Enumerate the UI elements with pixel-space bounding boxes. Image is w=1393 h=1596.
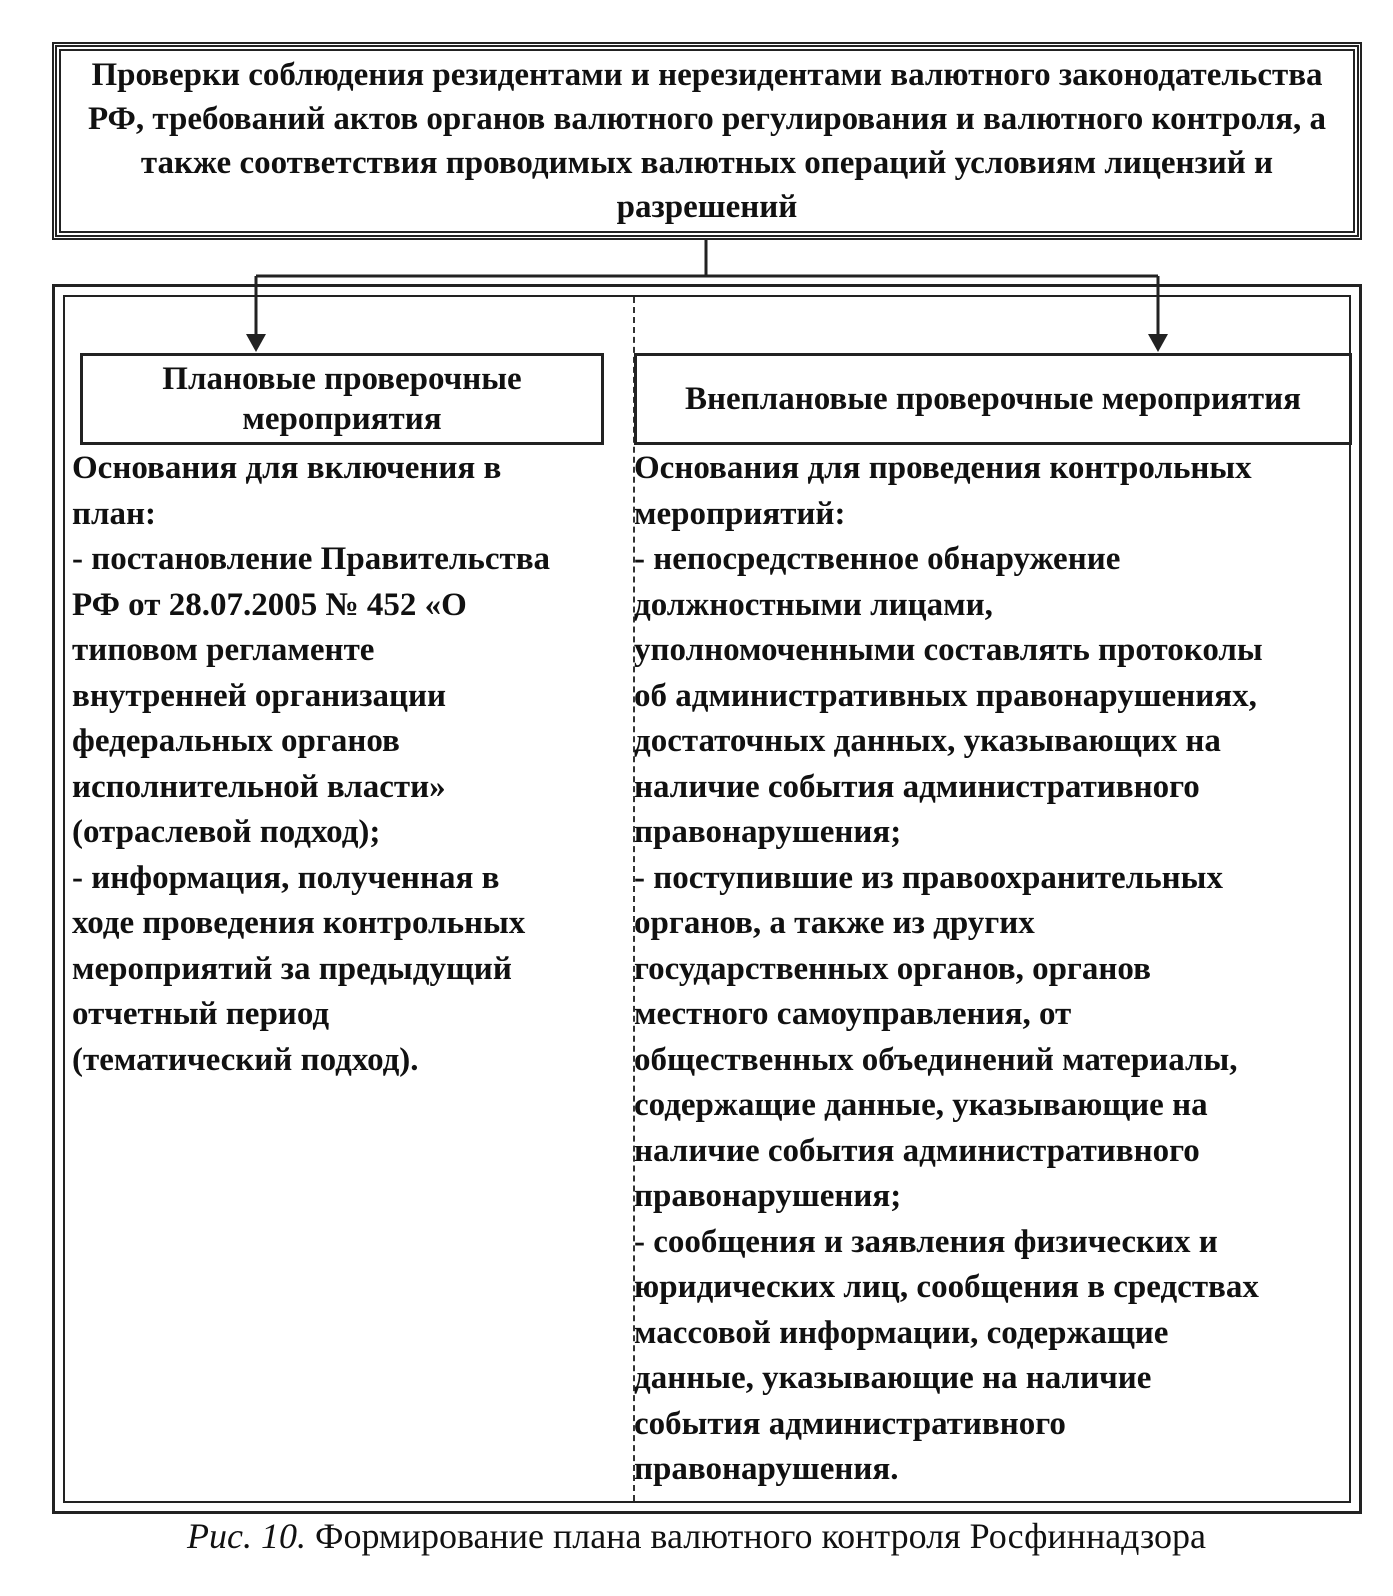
planned-grounds-text: Основания для включения в план: - постановление Правительства РФ от 28.07.2005 № 452 «О типовом регламенте внутренней организации федеральных органов исполнительной власти» (отраслевой подход); - информация, полученная в ходе проведения контрольных мероприятий за предыдущий отчетный период (тематический подход). xyxy=(72,450,551,1078)
figure-title: Формирование плана валютного контроля Росфиннадзора xyxy=(315,1516,1206,1556)
top-box-text: Проверки соблюдения резидентами и нерезидентами валютного законодательства РФ, требований актов органов валютного регулирования и валютного контроля, а также соответствия проводимых валютных операций условиям лицензий и разрешений xyxy=(87,57,1327,225)
figure-caption xyxy=(0,1513,1393,1559)
unplanned-heading-text: Внеплановые проверочные мероприятия xyxy=(685,381,1301,417)
planned-heading xyxy=(80,353,604,445)
unplanned-grounds-text: Основания для проведения контрольных мероприятий: - непосредственное обнаружение должностными лицами, уполномоченными составлять протоколы об административных правонарушениях, достаточных данных, указывающих на наличие события административного правонарушения; - поступившие из правоохранительных органов, а также из других государственных органов, органов местного самоуправления, от общественных объединений материалы, содержащие данные, указывающие на наличие события административного правонарушения; - сообщения и заявления физических и юридических лиц, сообщения в средствах массовой информации, содержащие данные, указывающие на наличие события административного правонарушения. xyxy=(634,450,1263,1487)
planned-heading-text: Плановые проверочные мероприятия xyxy=(162,361,522,437)
figure-label: Рис. 10. xyxy=(187,1516,307,1556)
unplanned-heading xyxy=(634,353,1352,445)
